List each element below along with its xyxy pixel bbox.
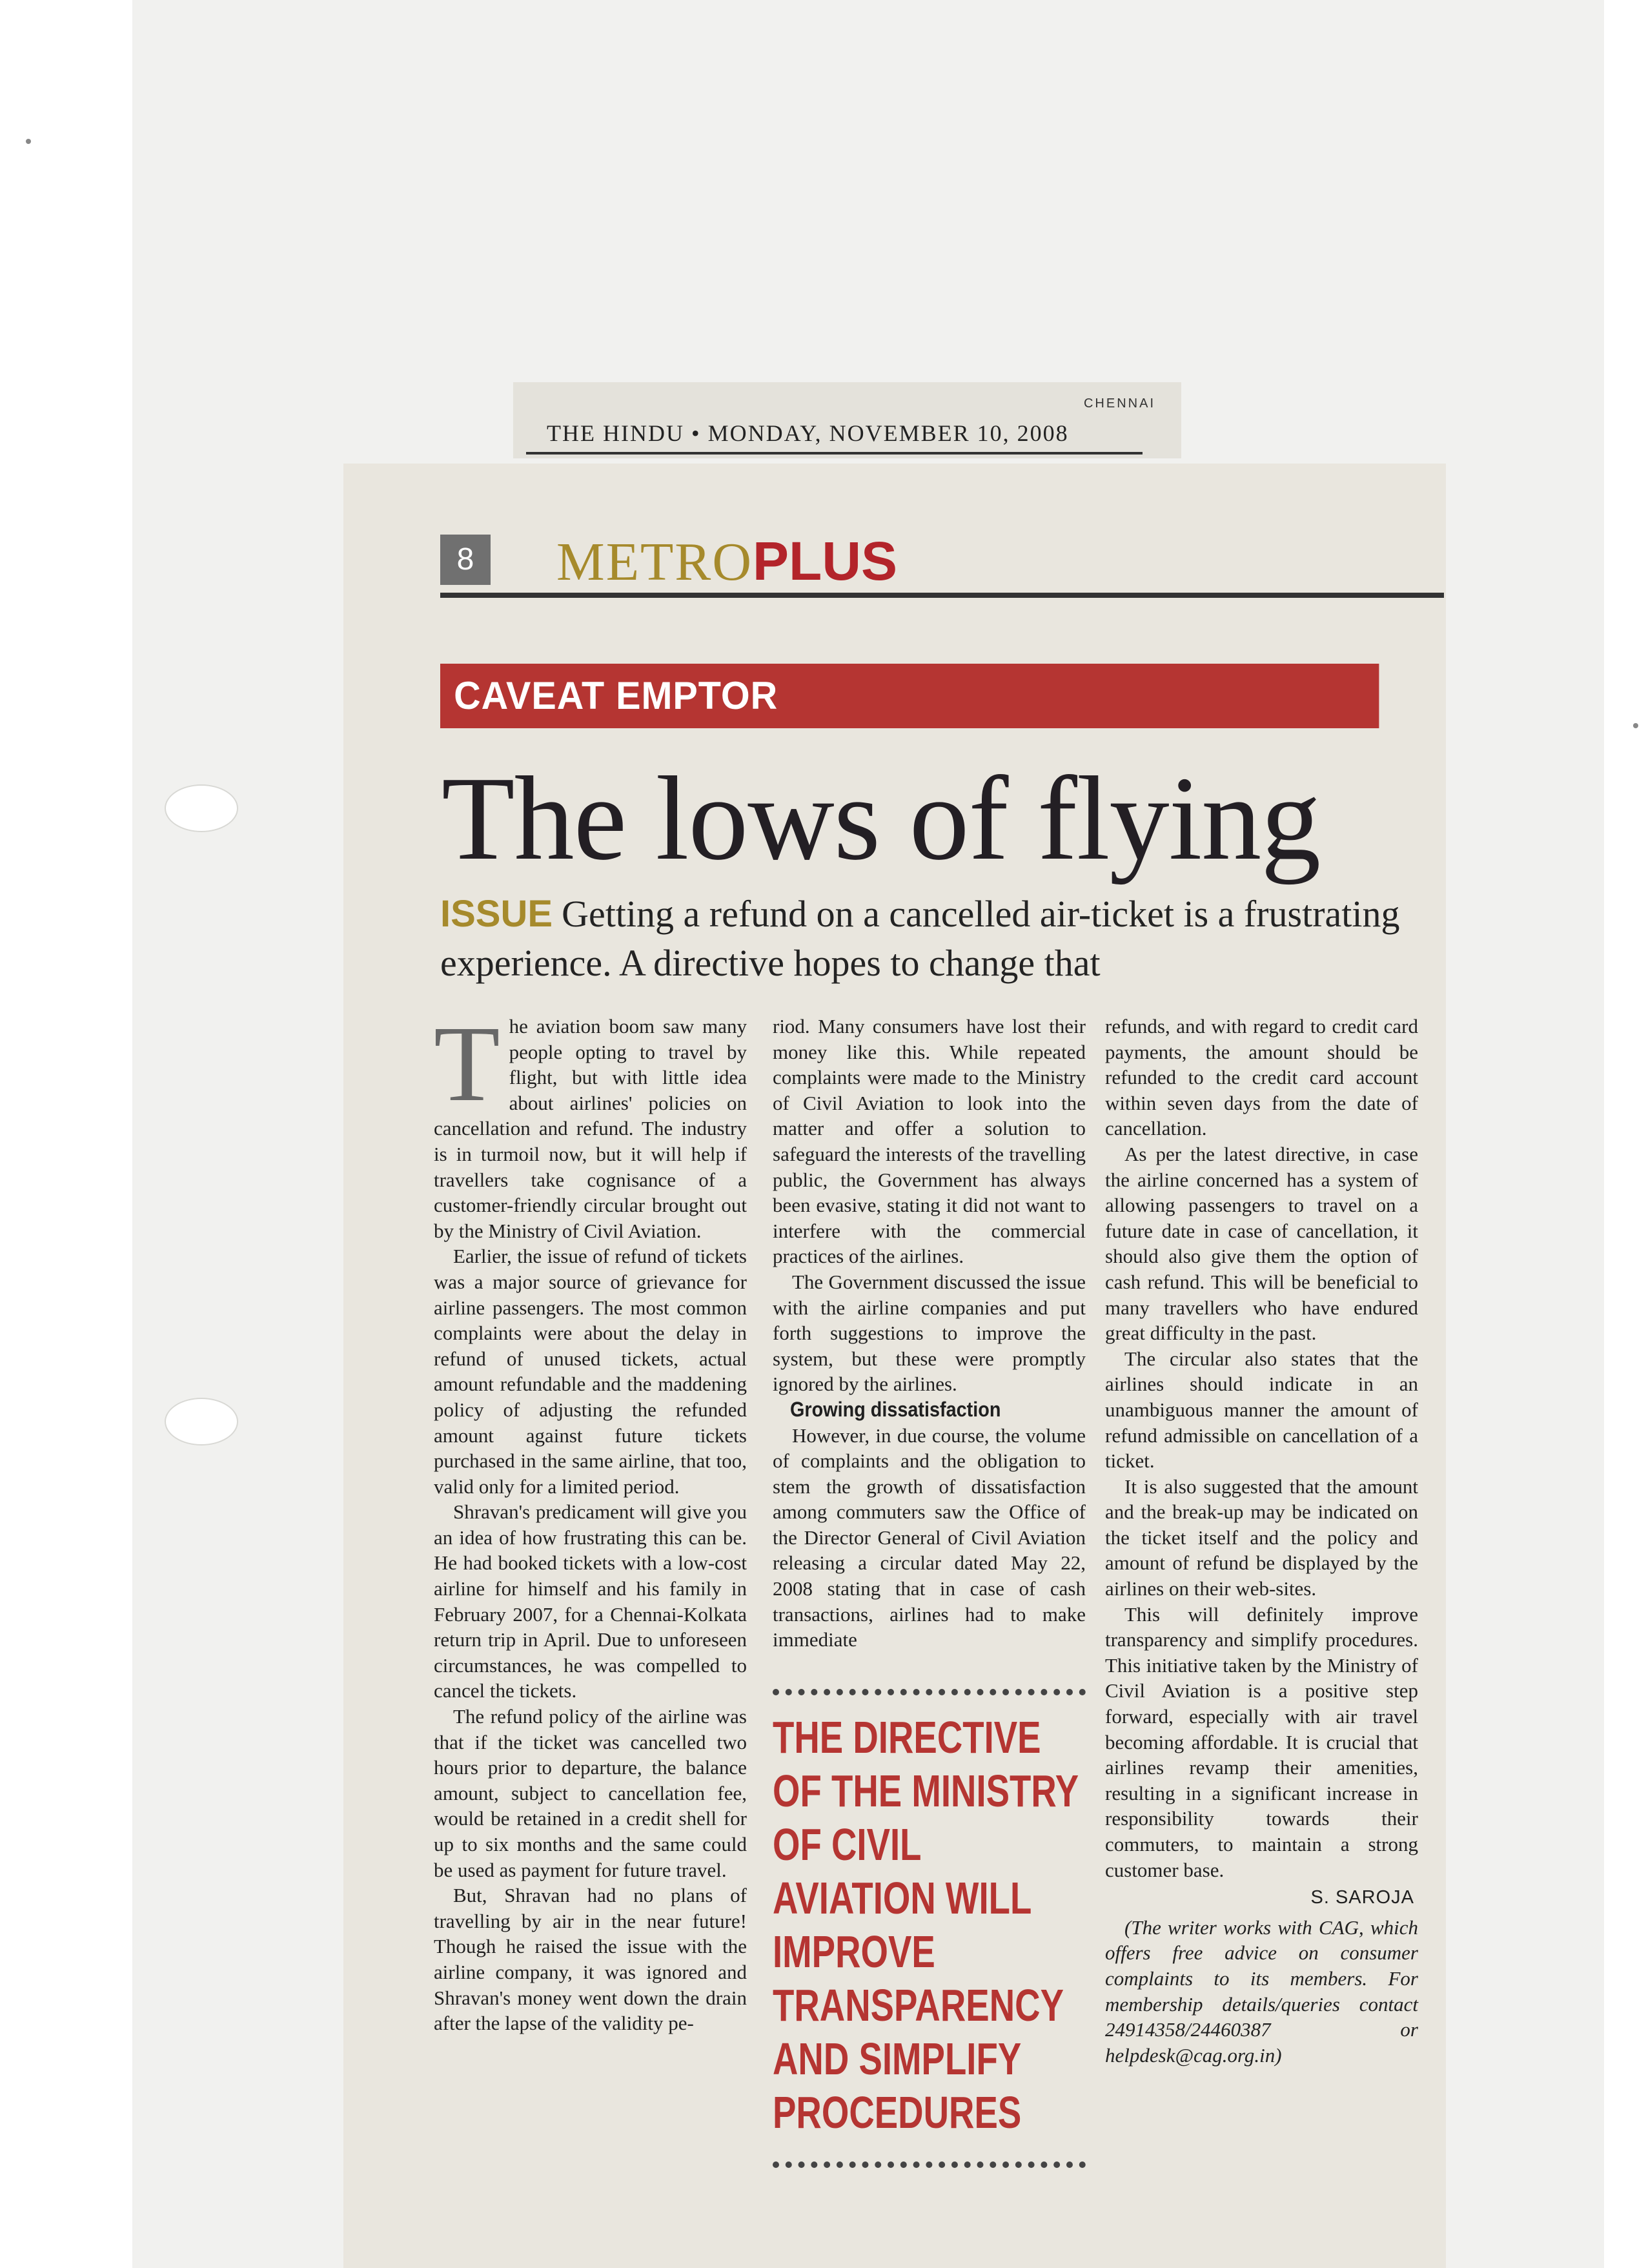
- pull-quote: [773, 1689, 1086, 2168]
- paragraph: But, Shravan had no plans of travelling by air in the near future! Though he raised the issue with the airline company, it was ignored and Shravan's money went down the drain after the lapse of the validity pe-: [434, 1884, 747, 2035]
- section-title-metro: METRO: [556, 532, 753, 592]
- section-title-plus: PLUS: [753, 531, 898, 591]
- section-header: [440, 531, 1444, 592]
- paragraph: It is also suggested that the amount and the break-up may be indicated on the ticket itself and the policy and amount of refund be displayed by the airlines on their web-sites.: [1105, 1475, 1418, 1600]
- dotted-rule: [773, 2161, 1086, 2168]
- byline: S. SAROJA: [1310, 1887, 1414, 1908]
- article-column-3: [1105, 1014, 1418, 2068]
- paragraph: The Government discussed the issue with the airline companies and put forth suggestions to improve the system, but these were promptly ignored by the airlines.: [773, 1270, 1086, 1396]
- paper-speck: [1633, 723, 1638, 728]
- column-banner: CAVEAT EMPTOR: [440, 664, 1379, 728]
- section-title: [556, 532, 897, 591]
- paragraph: However, in due course, the volume of complaints and the obligation to stem the growth of dissatisfaction among commuters saw the Office of the Director General of Civil Aviation releasing a circular dated May 22, 2008 stating that in case of cash transactions, airlines had to make immediate: [773, 1424, 1086, 1651]
- page-number: 8: [440, 535, 491, 585]
- drop-cap: T: [434, 1004, 500, 1124]
- paragraph: The circular also states that the airlines should indicate in an unambiguous manner the amount of refund admissible on cancellation of a ticket.: [1105, 1347, 1418, 1473]
- newspaper-header-strip: [513, 382, 1181, 458]
- article-column-2: [773, 1014, 1086, 2168]
- author-note: (The writer works with CAG, which offers free advice on consumer complaints to its members. For membership details/queries contact 24914358/24460387 or helpdesk@cag.org.in): [1105, 1916, 1418, 2067]
- paragraph: As per the latest directive, in case the airline concerned has a system of allowing passengers to travel on a future date in case of cancellation, it should also give them the option of cash refund. This will be beneficial to many travellers who have endured great difficulty in the past.: [1105, 1142, 1418, 1345]
- pull-quote-text: THE DIRECTIVE OF THE MINISTRY OF CIVIL AVIATION WILL IMPROVE TRANSPARENCY AND SIMPLIFY PROCEDURES: [773, 1711, 1079, 2138]
- article-column-1: [434, 1004, 747, 2036]
- paragraph: The refund policy of the airline was that if the ticket was cancelled two hours prior to departure, the balance amount, subject to cancellation fee, would be retained in a credit shell for up to six months and the same could be used as payment for future travel.: [434, 1705, 747, 1881]
- paragraph: refunds, and with regard to credit card payments, the amount should be refunded to the credit card account within seven days from the date of cancellation.: [1105, 1015, 1418, 1140]
- paragraph: riod. Many consumers have lost their money like this. While repeated complaints were made to the Ministry of Civil Aviation to look into the matter and offer a solution to safeguard the interests of the travelling public, the Government has always been evasive, stating it did not want to interfere with the commercial practices of the airlines.: [773, 1015, 1086, 1268]
- subhead: Growing dissatisfaction: [790, 1397, 1001, 1421]
- paragraph: This will definitely improve transparency and simplify procedures. This initiative taken by the Ministry of Civil Aviation is a positive step forward, especially with air travel becoming affordable. It is crucial that airlines revamp their amenities, resulting in a significant increase in responsibility towards their commuters, to maintain a strong customer base.: [1105, 1602, 1418, 1881]
- newspaper-clipping: [343, 464, 1446, 2268]
- masthead-rule: [526, 452, 1143, 455]
- punch-hole: [165, 784, 238, 832]
- deck: [440, 890, 1447, 988]
- dotted-rule: [773, 1689, 1086, 1695]
- city-label: CHENNAI: [1083, 396, 1155, 411]
- paragraph: The aviation boom saw many people opting to travel by flight, but with little idea about airlines' policies on cancellation and refund. The industry is in turmoil now, but it will help if travellers take cognisance of a customer-friendly circular brought out by the Ministry of Civil Aviation.: [434, 1004, 747, 1242]
- section-rule: [440, 593, 1444, 598]
- paragraph: Earlier, the issue of refund of tickets was a major source of grievance for airline passengers. The most common complaints were about the delay in refund of unused tickets, actual amount refundable and the maddening policy of adjusting the refunded amount against future tickets purchased in the same airline, that too, valid only for a limited period.: [434, 1245, 747, 1498]
- deck-tag: ISSUE: [440, 893, 553, 935]
- masthead: THE HINDU • MONDAY, NOVEMBER 10, 2008: [547, 420, 1069, 446]
- headline: The lows of flying: [442, 752, 1321, 885]
- punch-hole: [165, 1398, 238, 1446]
- deck-text: Getting a refund on a cancelled air-ticket is a frustrating experience. A directive hopes to change that: [440, 893, 1400, 984]
- paper-speck: [26, 139, 31, 144]
- paragraph: Shravan's predicament will give you an idea of how frustrating this can be. He had booked tickets with a low-cost airline for himself and his family in February 2007, for a Chennai-Kolkata return trip in April. Due to unforeseen circumstances, he was compelled to cancel the tickets.: [434, 1500, 747, 1702]
